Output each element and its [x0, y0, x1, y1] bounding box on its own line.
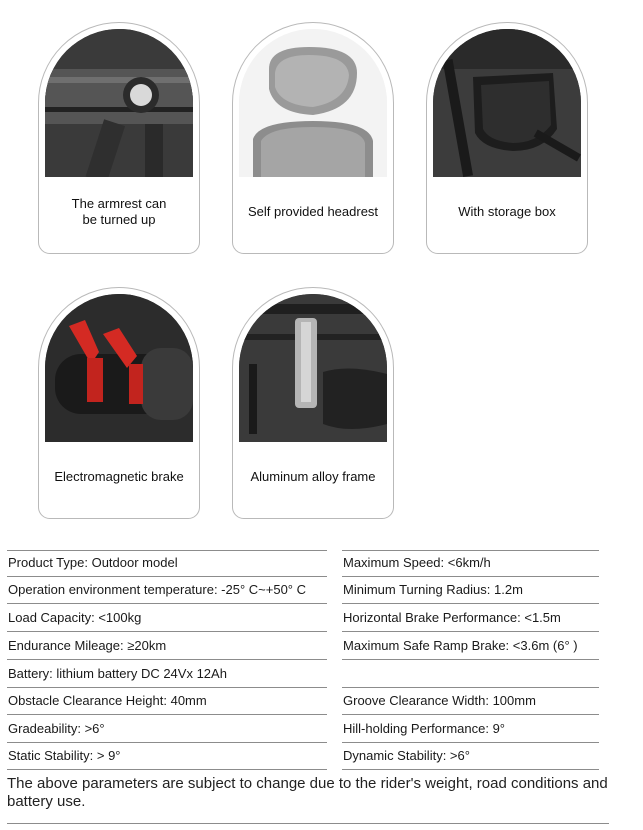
- feature-caption: The armrest can be turned up: [71, 196, 167, 227]
- feature-card-armrest: [38, 22, 200, 254]
- spec-item: Static Stability: > 9°: [8, 748, 121, 763]
- spec-item: Product Type: Outdoor model: [8, 555, 178, 570]
- spec-rule: [7, 742, 327, 743]
- spec-rule: [342, 550, 599, 551]
- spec-rule: [7, 769, 327, 770]
- spec-item: Groove Clearance Width: 100mm: [343, 693, 536, 708]
- spec-rule: [7, 550, 327, 551]
- spec-item: Minimum Turning Radius: 1.2m: [343, 582, 523, 597]
- spec-item: Maximum Speed: <6km/h: [343, 555, 491, 570]
- feature-caption: Electromagnetic brake: [54, 469, 184, 484]
- note-rule: [7, 823, 609, 824]
- spec-item: Gradeability: >6°: [8, 721, 105, 736]
- headrest-photo: [239, 29, 387, 177]
- spec-item: Load Capacity: <100kg: [8, 610, 142, 625]
- spec-rule: [342, 769, 599, 770]
- spec-rule: [342, 742, 599, 743]
- spec-rule: [7, 714, 327, 715]
- armrest-photo: [45, 29, 193, 177]
- feature-card-headrest: [232, 22, 394, 254]
- spec-rule: [342, 576, 599, 577]
- spec-item: Battery: lithium battery DC 24Vx 12Ah: [8, 666, 227, 681]
- feature-card-storage-box: [426, 22, 588, 254]
- spec-rule: [7, 603, 327, 604]
- spec-item: Hill-holding Performance: 9°: [343, 721, 505, 736]
- feature-caption: Aluminum alloy frame: [250, 469, 376, 484]
- spec-item: Horizontal Brake Performance: <1.5m: [343, 610, 561, 625]
- spec-rule: [342, 603, 599, 604]
- spec-rule: [7, 659, 327, 660]
- feature-caption: With storage box: [458, 204, 556, 219]
- disclaimer-note: The above parameters are subject to change due to the rider's weight, road conditions and battery use.: [7, 775, 608, 810]
- spec-item: Maximum Safe Ramp Brake: <3.6m (6° ): [343, 638, 578, 653]
- feature-card-brake: [38, 287, 200, 519]
- spec-rule: [7, 687, 327, 688]
- spec-rule: [342, 631, 599, 632]
- feature-caption: Self provided headrest: [247, 204, 379, 219]
- frame-photo: [239, 294, 387, 442]
- spec-item: Endurance Mileage: ≥20km: [8, 638, 167, 653]
- feature-card-frame: [232, 287, 394, 519]
- spec-item: Operation environment temperature: -25° C~+50° C: [8, 582, 306, 597]
- brake-photo: [45, 294, 193, 442]
- spec-item: Obstacle Clearance Height: 40mm: [8, 693, 207, 708]
- spec-rule: [342, 659, 599, 660]
- spec-rule: [342, 714, 599, 715]
- spec-rule: [7, 631, 327, 632]
- spec-rule: [7, 576, 327, 577]
- spec-rule: [342, 687, 599, 688]
- storage-box-photo: [433, 29, 581, 177]
- spec-item: Dynamic Stability: >6°: [343, 748, 470, 763]
